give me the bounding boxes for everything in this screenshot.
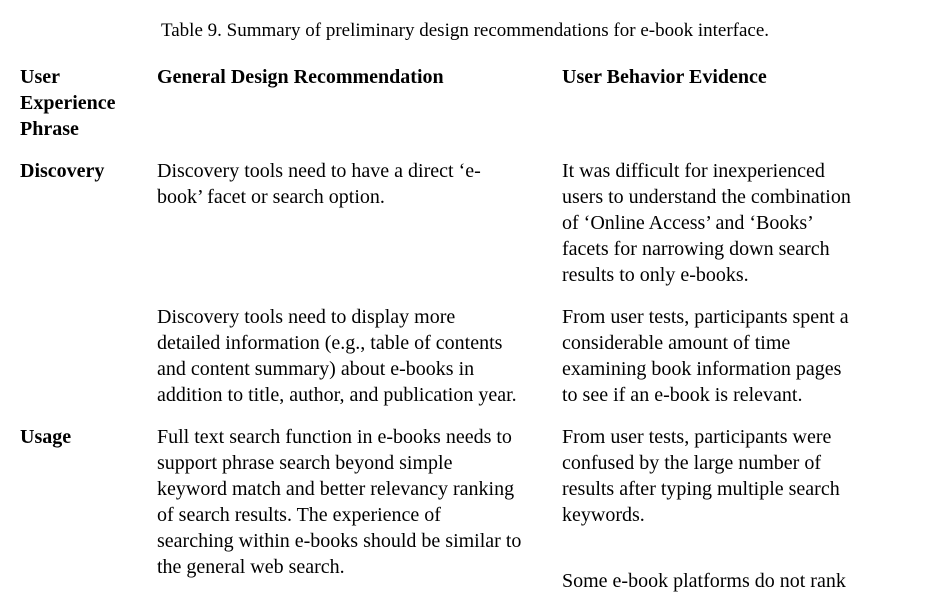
row-phrase-discovery: Discovery [20, 160, 105, 182]
table-caption: Table 9. Summary of preliminary design recommendations for e-book interface. [160, 20, 770, 41]
row-evidence-continued: Some e-book platforms do not rank [562, 570, 846, 592]
row-recommendation: Discovery tools need to have a direct ‘e- book’ facet or search option. [157, 160, 481, 208]
row-recommendation: Full text search function in e-books needs to support phrase search beyond simple keyword match and better relevancy ranking of search results. The experience of searching within e-books should be similar to the general web search. [157, 426, 522, 578]
row-evidence: From user tests, participants spent a considerable amount of time examining book information pages to see if an e-book is relevant. [562, 306, 849, 406]
row-phrase-usage: Usage [20, 426, 72, 448]
row-evidence: From user tests, participants were confused by the large number of results after typing multiple search keywords. [562, 426, 840, 526]
header-user-experience-phrase: User Experience Phrase [20, 66, 116, 140]
header-general-design-recommendation: General Design Recommendation [157, 66, 444, 88]
header-user-behavior-evidence: User Behavior Evidence [562, 66, 767, 88]
row-evidence: It was difficult for inexperienced users to understand the combination of ‘Online Access’ and ‘Books’ facets for narrowing down search results to only e-books. [562, 160, 851, 286]
row-recommendation: Discovery tools need to display more detailed information (e.g., table of contents and content summary) about e-books in addition to title, author, and publication year. [157, 306, 517, 406]
